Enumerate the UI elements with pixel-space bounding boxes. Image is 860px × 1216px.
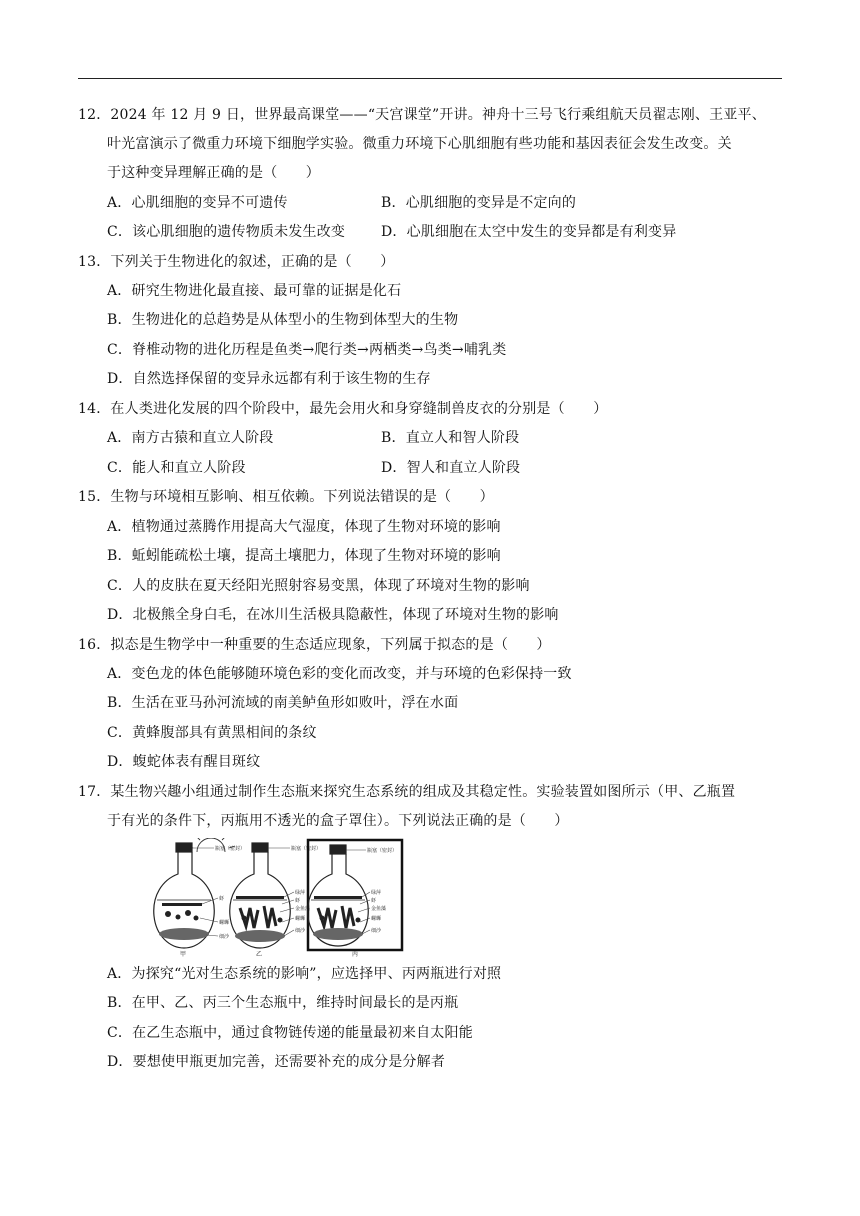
bottle-yi-label-snail: 螺蛳 xyxy=(295,916,306,922)
q12-stem-line-1: 12．2024 年 12 月 9 日，世界最高课堂——“天宫课堂”开讲。神舟十三号飞行乘组航天员翟志刚、王亚平、 xyxy=(78,107,766,123)
bottle-bing-label-stopper: 瓶塞（密封） xyxy=(367,848,398,854)
q13-option-a[interactable]: A．研究生物进化最直接、最可靠的证据是化石 xyxy=(107,283,402,299)
q12-stem-line-3: 于这种变异理解正确的是（ ） xyxy=(107,165,320,181)
q12-option-a[interactable]: A．心肌细胞的变异不可遗传 xyxy=(107,195,288,211)
ecology-bottles-figure xyxy=(140,838,405,958)
q14-stem: 14．在人类进化发展的四个阶段中，最先会用火和身穿缝制兽皮衣的分别是（ ） xyxy=(78,401,608,417)
bottle-bing-contents xyxy=(313,896,363,940)
q16-option-b[interactable]: B．生活在亚马孙河流域的南美鲈鱼形如败叶，浮在水面 xyxy=(107,695,459,711)
q17-option-d[interactable]: D．要想使甲瓶更加完善，还需要补充的成分是分解者 xyxy=(107,1054,446,1070)
q15-option-a[interactable]: A．植物通过蒸腾作用提高大气湿度，体现了生物对环境的影响 xyxy=(107,519,501,535)
q14-option-d[interactable]: D．智人和直立人阶段 xyxy=(381,460,521,476)
q15-option-c[interactable]: C．人的皮肤在夏天经阳光照射容易变黑，体现了环境对生物的影响 xyxy=(107,578,530,594)
q14-option-c[interactable]: C．能人和直立人阶段 xyxy=(107,460,246,476)
bottle-jia-contents xyxy=(159,903,209,940)
bottle-bing-label-snail: 螺蛳 xyxy=(371,916,382,922)
bottle-yi-label-duckweed: 绿萍 xyxy=(295,890,306,896)
bottle-yi-name: 乙 xyxy=(256,951,263,958)
q17-option-c[interactable]: C．在乙生态瓶中，通过食物链传递的能量最初来自太阳能 xyxy=(107,1025,473,1041)
q12-option-d[interactable]: D．心肌细胞在太空中发生的变异都是有利变异 xyxy=(381,224,677,240)
bottle-jia-label-snail: 螺蛳 xyxy=(219,920,230,926)
bottle-yi-contents xyxy=(235,896,285,942)
q16-option-c[interactable]: C．黄蜂腹部具有黄黑相间的条纹 xyxy=(107,725,317,741)
q12-stem-line-2: 叶光富演示了微重力环境下细胞学实验。微重力环境下心肌细胞有些功能和基因表征会发生改变。关 xyxy=(107,136,732,152)
header-rule xyxy=(78,78,782,79)
q14-option-b[interactable]: B．直立人和智人阶段 xyxy=(381,430,520,446)
q13-option-b[interactable]: B．生物进化的总趋势是从体型小的生物到体型大的生物 xyxy=(107,312,459,328)
bottle-jia-label-sand: 细沙 xyxy=(219,934,230,940)
bottle-jia-name: 甲 xyxy=(180,951,187,958)
bottle-bing-label-shrimp: 虾 xyxy=(371,898,377,904)
q17-stem-line-1: 17．某生物兴趣小组通过制作生态瓶来探究生态系统的组成及其稳定性。实验装置如图所示（甲、乙瓶置 xyxy=(78,784,736,800)
q17-stem-line-2: 于有光的条件下，丙瓶用不透光的盒子罩住）。下列说法正确的是（ ） xyxy=(107,813,569,829)
q12-option-c[interactable]: C．该心肌细胞的遗传物质未发生改变 xyxy=(107,224,346,240)
q15-option-d[interactable]: D．北极熊全身白毛，在冰川生活极具隐蔽性，体现了环境对生物的影响 xyxy=(107,607,559,623)
bottle-yi-leaders xyxy=(268,848,294,936)
bottle-bing-name: 丙 xyxy=(352,951,359,958)
q12-option-b[interactable]: B．心肌细胞的变异是不定向的 xyxy=(381,195,577,211)
bottle-bing-label-duckweed: 绿萍 xyxy=(371,890,382,896)
q14-option-a[interactable]: A．南方古猿和直立人阶段 xyxy=(107,430,274,446)
q13-option-d[interactable]: D．自然选择保留的变异永远都有利于该生物的生存 xyxy=(107,371,431,387)
q13-option-c[interactable]: C．脊椎动物的进化历程是鱼类→爬行类→两栖类→鸟类→哺乳类 xyxy=(107,342,507,358)
bottle-jia-label-stopper: 瓶塞（密封） xyxy=(215,846,246,852)
q13-stem: 13．下列关于生物进化的叙述，正确的是（ ） xyxy=(78,254,395,270)
bottle-yi-label-hornwort: 金鱼藻 xyxy=(295,906,311,912)
bottle-yi-label-stopper: 瓶塞（密封） xyxy=(291,846,322,852)
q16-option-d[interactable]: D．蝮蛇体表有醒目斑纹 xyxy=(107,754,261,770)
q15-option-b[interactable]: B．蚯蚓能疏松土壤，提高土壤肥力，体现了生物对环境的影响 xyxy=(107,548,501,564)
q15-stem: 15．生物与环境相互影响、相互依赖。下列说法错误的是（ ） xyxy=(78,489,494,505)
bottle-jia-leaders xyxy=(192,848,218,936)
bottle-bing-label-sand: 细沙 xyxy=(371,928,382,934)
bottle-bing-label-hornwort: 金鱼藻 xyxy=(371,906,387,912)
q17-option-b[interactable]: B．在甲、乙、丙三个生态瓶中，维持时间最长的是丙瓶 xyxy=(107,995,459,1011)
bottle-yi-label-sand: 细沙 xyxy=(295,928,306,934)
bottle-jia-label-shrimp: 虾 xyxy=(219,896,225,902)
bottle-yi-label-shrimp: 虾 xyxy=(295,898,301,904)
q17-option-a[interactable]: A．为探究“光对生态系统的影响”，应选择甲、丙两瓶进行对照 xyxy=(107,966,502,982)
q16-option-a[interactable]: A．变色龙的体色能够随环境色彩的变化而改变，并与环境的色彩保持一致 xyxy=(107,666,572,682)
q16-stem: 16．拟态是生物学中一种重要的生态适应现象，下列属于拟态的是（ ） xyxy=(78,637,551,653)
